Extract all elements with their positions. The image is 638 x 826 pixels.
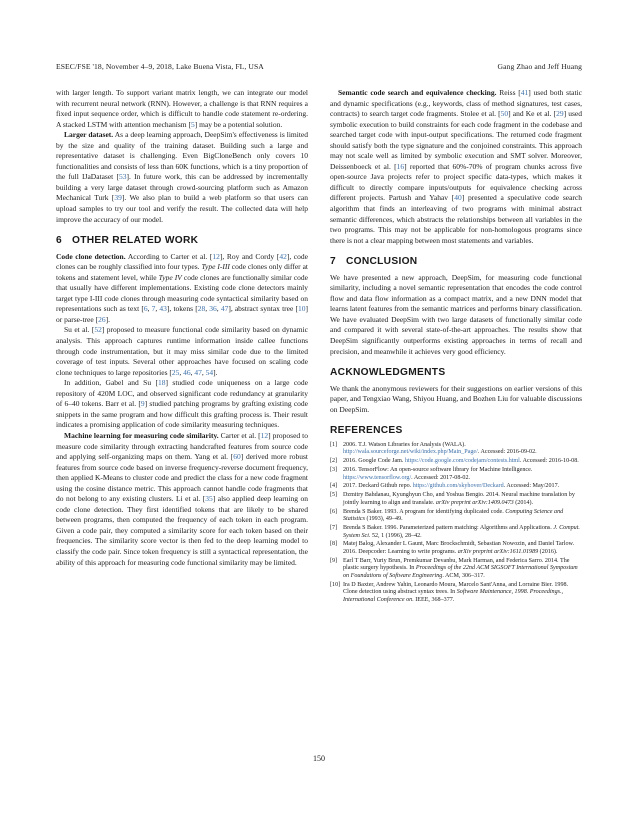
reference-item — [330, 558, 582, 581]
reference-text: 2016. TensorFlow: An open-source software library for Machine Intelligence. https://www.tensorflow.org/. Accessed: 2017-08-02. — [343, 467, 533, 481]
paragraph-acknowledgments: We thank the anonymous reviewers for their suggestions on earlier versions of this paper, and Tengxiao Wang, Shiyou Huang, and Bozhen Liu for valuable discussions on DeepSim. — [330, 383, 582, 414]
reference-link[interactable]: https://www.tensorflow.org/ — [343, 474, 412, 481]
citation-link[interactable]: 10 — [298, 304, 306, 314]
left-column — [56, 88, 308, 568]
citation-link[interactable]: 53 — [119, 172, 127, 182]
reference-item — [330, 483, 582, 491]
citation-link[interactable]: 35 — [205, 494, 213, 504]
reference-text: Matej Balog, Alexander L Gaunt, Marc Brockschmidt, Sebastian Nowozin, and Daniel Tarlow. 2016. Deepcoder: Learning to write programs. arXiv preprint arXiv:1611.01989 (2016). — [343, 541, 575, 555]
citation-link[interactable]: 60 — [233, 452, 241, 462]
reference-item — [330, 442, 582, 457]
reference-number: [7] — [330, 524, 338, 531]
reference-number: [8] — [330, 541, 338, 548]
reference-text: Brenda S Baker. 1993. A program for identifying duplicated code. Computing Science and Statistics (1993), 49–49. — [343, 508, 564, 523]
reference-list — [330, 442, 582, 605]
citation-link[interactable]: 39 — [114, 193, 122, 203]
citation-link[interactable]: 29 — [556, 109, 564, 119]
citation-link[interactable]: 41 — [520, 88, 529, 97]
citation-link[interactable]: 12 — [260, 430, 269, 440]
references-heading: REFERENCES — [330, 425, 403, 437]
citation-link[interactable]: 7 — [151, 304, 156, 314]
paragraph-su: Su et al. [52] proposed to measure functional code similarity based on dynamic analysis. This approach captures runtime information inside callee functions through code instrumentation, but it may miss similar code due to the limited coverage of test inputs. Several other approaches have focused on scaling code clone techniques to large repositories [25, 46, 47, 54]. — [56, 325, 309, 377]
citation-link[interactable]: 5 — [190, 119, 195, 129]
citation-link[interactable]: 40 — [454, 193, 462, 203]
reference-item — [330, 467, 582, 482]
reference-number: [3] — [330, 467, 338, 474]
paragraph-intro: with larger length. To support variant matrix length, we can integrate our model with recurrent neural network (RNN). However, a challenge is that RNN requires a fixed input sequence order, which is difficult to handle code statement re-ordering. A stacked LSTM with attention mechanism [5] may be a potential solution. — [56, 88, 308, 129]
section-heading-6: 6 OTHER RELATED WORK — [56, 235, 199, 247]
reference-number: [1] — [330, 441, 338, 448]
reference-text: Earl T Barr, Yuriy Brun, Premkumar Devanbu, Mark Harman, and Federica Sarro. 2014. The plastic surgery hypothesis. In Proceedings of the 22nd ACM SIGSOFT International Symposium on Foundations of Software Engineering. ACM, 306–317. — [343, 557, 578, 579]
running-header — [56, 62, 582, 71]
paragraph-gabel: In addition, Gabel and Su [18] studied code uniqueness on a large code repository of 420M LOC, and observed significant code redundancy at granularity of 6–40 tokens. Barr et al. [9] studied patching programs by grafting existing code snippets in the same program and how difficult this grafting process is. Their result indicates a promising application of code similarity measuring techniques. — [56, 378, 308, 430]
citation-link[interactable]: 50 — [500, 109, 509, 119]
citation-link[interactable]: 46 — [183, 367, 191, 377]
reference-text: 2016. Google Code Jam. https://code.google.com/codejam/contests.html. Accessed: 2016-10-08. — [343, 458, 579, 465]
citation-link[interactable]: 42 — [279, 251, 287, 261]
reference-number: [5] — [330, 492, 338, 499]
reference-item — [330, 509, 582, 524]
reference-number: [9] — [330, 557, 338, 564]
citation-link[interactable]: 26 — [98, 314, 106, 324]
citation-link[interactable]: 47 — [220, 304, 229, 314]
paragraph-code-clone: Code clone detection. According to Carter et al. [12], Roy and Cordy [42], code clones can be roughly classified into four types. Type I-III code clones only differ at tokens and statement level, while Type IV code clones are functionally similar code that usually have different implementations. Existing code clone detectors mainly target type I-III code clones through measuring code syntactical similarity based on representations such as text [6, 7, 43], tokens [28, 36, 47], abstract syntax tree [10] or parse-tree [26]. — [56, 251, 309, 324]
citation-link[interactable]: 16 — [396, 161, 405, 171]
citation-link[interactable]: 18 — [158, 378, 166, 388]
header-venue: ESEC/FSE '18, November 4–9, 2018, Lake Buena Vista, FL, USA — [56, 62, 264, 71]
reference-text: Dzmitry Bahdanau, Kyunghyun Cho, and Yoshua Bengio. 2014. Neural machine translation by jointly learning to align and translate. arXiv preprint arXiv:1409.0473 (2014). — [343, 492, 575, 506]
paragraph-machine-learning: Machine learning for measuring code similarity. Carter et al. [12] proposed to measure code similarity through extracting handcrafted features from source code and applying self-organizing maps on them. Yang et al. [60] derived more robust features from source code based on inverse frequency-reverse document frequency, then applied K-Means to cluster code and predict the class for a new code fragment using the cosine distance metric. This approach cannot handle code fragments that do not belong to any existing clusters. Li et al. [35] also applied deep learning on code clone detection. They first identified tokens that are likely to be shared between programs, then computed the frequency of each token in each program. Given a code pair, they computed a similarity score for each token based on their frequencies. The similarity score vector is then fed to the deep learning model to classify the code pair. Since token frequency is still a syntactical representation, the ability of this approach for measuring code functional similarity may be limited. — [56, 430, 309, 567]
reference-number: [2] — [330, 458, 338, 465]
header-authors: Gang Zhao and Jeff Huang — [497, 62, 582, 71]
citation-link[interactable]: 52 — [94, 325, 102, 335]
reference-item — [330, 525, 582, 540]
run-in-heading: Code clone detection. — [56, 251, 126, 261]
reference-item — [330, 492, 582, 507]
reference-number: [10] — [330, 581, 341, 588]
reference-link[interactable]: https://code.google.com/codejam/contests.html — [404, 458, 520, 465]
section-heading-7: 7 CONCLUSION — [330, 256, 418, 268]
citation-link[interactable]: 43 — [159, 304, 167, 314]
reference-text: 2006. T.J. Watson Libraries for Analysis (WALA). http://wala.sourceforge.net/wiki/index.php/Main_Page/. Accessed: 2016-09-02. — [343, 441, 537, 456]
citation-link[interactable]: 54 — [205, 367, 214, 377]
citation-link[interactable]: 28 — [197, 304, 206, 314]
citation-link[interactable]: 6 — [143, 304, 148, 314]
reference-item — [330, 582, 582, 605]
reference-number: [4] — [330, 483, 338, 490]
paragraph-semantic-search: Semantic code search and equivalence checking. Reiss [41] used both static and dynamic specifications (e.g., keywords, class of method signatures, test cases, contracts) to search target code fragments. Stolee et al. [50] and Ke et al. [29] used symbolic execution to build constraints for each code fragment in the codebase and searched target code with input-output specifications. The returned code fragment should satisfy both the type signature and the conjoined constraints. This approach may not scale well as limited by symbolic execution and SMT solver. Moreover, Deissenboeck et al. [16] reported that 60%-70% of program chunks across five open-source Java projects refer to project specific data-types, which makes it difficult to directly compare inputs/outputs for equivalence checking across different projects. Partush and Yahav [40] presented a speculative code search algorithm that finds an interleaving of two programs with minimal abstract semantic differences, which abstracts the relationships between all variables in the two programs. This may not be applicable for non-homologous programs since there is not a clear mapping between most statements and variables. — [330, 88, 583, 245]
acknowledgments-heading: ACKNOWLEDGMENTS — [330, 367, 446, 379]
citation-link[interactable]: 9 — [140, 399, 145, 409]
run-in-heading: Larger dataset. — [64, 130, 114, 140]
paragraph-larger-dataset: Larger dataset. As a deep learning approach, DeepSim's effectiveness is limited by the size and quality of the training dataset. Building such a large and representative dataset is challenging. Even BigCloneBench only covers 10 functionalities and consists of less than 60K functions, which is a tiny proportion of the full IJaDataset [53]. In future work, this can be addressed by incrementally building a very large dataset through crowd-sourcing platform such as Amazon Mechanical Turk [39]. We also plan to build a web platform so that users can upload samples to try our tool and verify the result. The collected data will help improve the accuracy of our model. — [56, 130, 308, 224]
citation-link[interactable]: 25 — [171, 367, 180, 377]
reference-text: 2017. Deckard Github repo. https://github.com/skyhover/Deckard. Accessed: May/2017. — [343, 483, 560, 490]
paragraph-conclusion: We have presented a new approach, DeepSim, for measuring code functional similarity, including a novel semantic representation that encodes the code control flow and data flow information as a compact matrix, and a new DNN model that learns latent features from the semantic matrices and performs binary classification. We have evaluated DeepSim with two large datasets of functionally similar code and compared it with several state-of-the-art approaches. The results show that DeepSim significantly outperforms existing approaches in terms of recall and precision, and meanwhile it achieves very good efficiency. — [330, 272, 582, 356]
right-column — [330, 88, 582, 606]
reference-text: Ira D Baxter, Andrew Yahin, Leonardo Moura, Marcelo Sant'Anna, and Lorraine Bier. 1998. Clone detection using abstract syntax trees. In Software Maintenance, 1998. Proceedings., International Conference on. IEEE, 368–377. — [343, 581, 569, 603]
run-in-heading: Semantic code search and equivalence checking. — [338, 88, 497, 97]
citation-link[interactable]: 12 — [212, 251, 220, 261]
run-in-heading: Machine learning for measuring code similarity. — [64, 430, 219, 440]
citation-link[interactable]: 47 — [194, 367, 202, 377]
reference-text: Brenda S Baker. 1996. Parameterized pattern matching: Algorithms and Applications. J. Comput. System Sci. 52, 1 (1996), 28–42. — [343, 524, 580, 539]
citation-link[interactable]: 36 — [209, 304, 217, 314]
reference-link[interactable]: http://wala.sourceforge.net/wiki/index.php/Main_Page/ — [343, 449, 478, 456]
reference-item — [330, 458, 582, 466]
page-number: 150 — [313, 754, 325, 763]
reference-item — [330, 541, 582, 556]
reference-link[interactable]: https://github.com/skyhover/Deckard — [412, 483, 504, 490]
reference-number: [6] — [330, 508, 338, 515]
